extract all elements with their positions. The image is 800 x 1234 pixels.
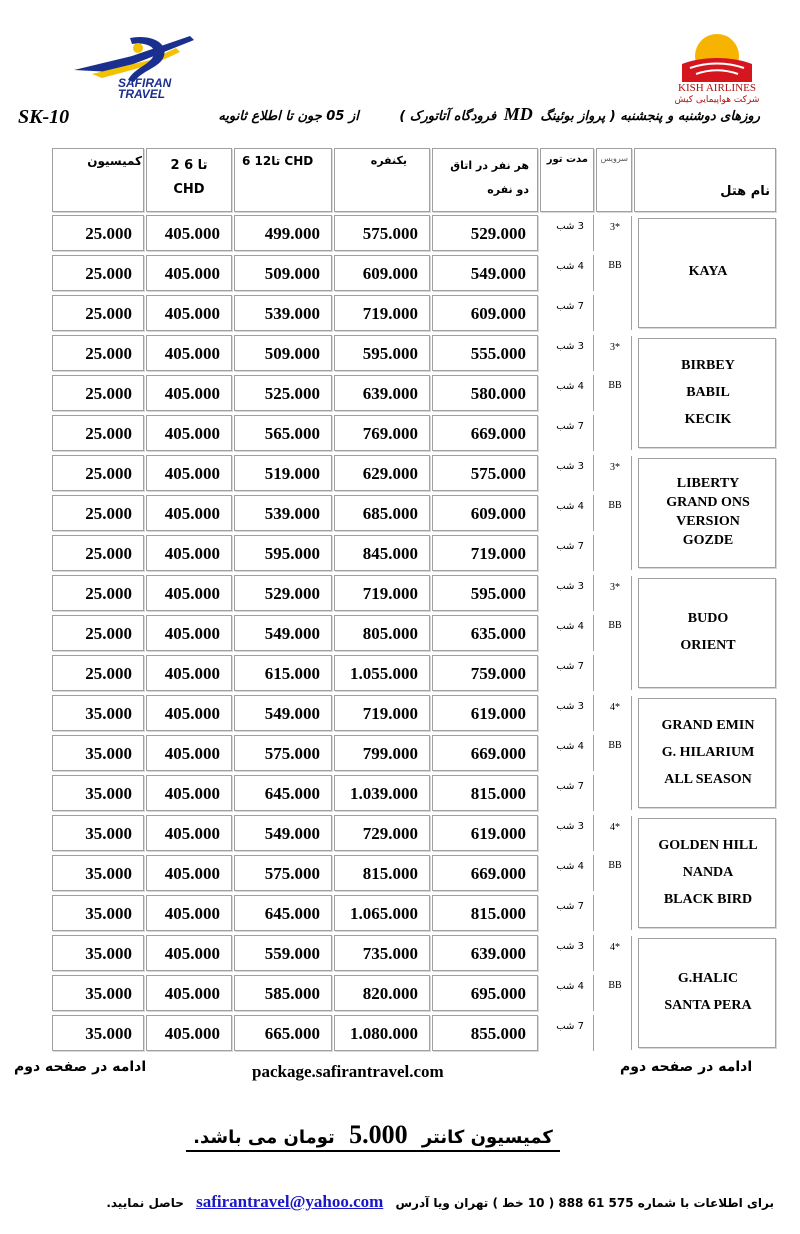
price-double: 529.000 <box>470 224 526 243</box>
tour-nights: 4 شب <box>556 861 584 872</box>
commission-value: 25.000 <box>85 224 132 243</box>
hotel-name: ALL SEASON <box>664 771 752 787</box>
commission-value: 35.000 <box>85 904 132 923</box>
price-chd-2-6: 405.000 <box>164 944 220 963</box>
header-cell <box>634 148 776 212</box>
price-double: 575.000 <box>470 464 526 483</box>
hotel-names <box>638 832 778 913</box>
hotel-name: G.HALIC <box>677 971 739 986</box>
tour-nights: 7 شب <box>556 421 584 432</box>
website-link[interactable]: package.safirantravel.com <box>252 1062 444 1081</box>
price-single: 1.055.000 <box>350 664 418 683</box>
board-type: BB <box>608 500 622 511</box>
price-double: 759.000 <box>470 664 526 683</box>
tour-nights: 7 شب <box>556 301 584 312</box>
price-double: 695.000 <box>470 984 526 1003</box>
tour-nights: 7 شب <box>556 901 584 912</box>
price-single: 820.000 <box>362 984 418 1003</box>
price-table <box>52 148 776 1050</box>
commission-value: 35.000 <box>85 744 132 763</box>
price-chd-2-6: 405.000 <box>164 984 220 1003</box>
price-chd-6-12: 575.000 <box>264 744 320 763</box>
commission-value: 35.000 <box>85 864 132 883</box>
price-single: 845.000 <box>362 544 418 563</box>
price-single: 575.000 <box>362 224 418 243</box>
board-type: BB <box>608 740 622 751</box>
board-type: BB <box>608 260 622 271</box>
col-header-double: هر نفر در اتاق دو نفره <box>450 159 529 196</box>
star-rating: 4* <box>610 702 620 713</box>
price-chd-2-6: 405.000 <box>164 264 220 283</box>
counter-commission-note <box>186 1120 560 1152</box>
price-double: 855.000 <box>470 1024 526 1043</box>
price-double: 815.000 <box>470 904 526 923</box>
price-chd-6-12: 665.000 <box>264 1024 320 1043</box>
commission-value: 25.000 <box>85 384 132 403</box>
hotel-name: SANTA PERA <box>664 998 752 1013</box>
price-double: 669.000 <box>470 744 526 763</box>
title-range: از 05 جون تا اطلاع ثانویه <box>218 109 359 124</box>
price-chd-6-12: 645.000 <box>264 904 320 923</box>
col-header-duration: مدت تور <box>546 154 588 165</box>
col-header-hotel: نام هتل <box>720 184 770 199</box>
tour-nights: 4 شب <box>556 261 584 272</box>
price-double: 669.000 <box>470 424 526 443</box>
price-chd-2-6: 405.000 <box>164 704 220 723</box>
price-single: 769.000 <box>362 424 418 443</box>
commission-value: 25.000 <box>85 344 132 363</box>
commission-value: 25.000 <box>85 264 132 283</box>
hotel-name: NANDA <box>682 864 734 880</box>
service-cell <box>596 936 632 1050</box>
price-chd-2-6: 405.000 <box>164 384 220 403</box>
commission-value: 35.000 <box>85 704 132 723</box>
hotel-names <box>638 474 778 550</box>
price-chd-2-6: 405.000 <box>164 304 220 323</box>
price-chd-6-12: 499.000 <box>264 224 320 243</box>
commission-after: تومان می باشد. <box>193 1127 335 1148</box>
commission-value: 25.000 <box>85 304 132 323</box>
tour-nights: 3 شب <box>556 941 584 952</box>
price-single: 1.080.000 <box>350 1024 418 1043</box>
service-cell <box>596 816 632 930</box>
contact-after: حاصل نمایید. <box>106 1196 184 1210</box>
price-chd-6-12: 519.000 <box>264 464 320 483</box>
price-chd-6-12: 549.000 <box>264 824 320 843</box>
star-rating: 3* <box>610 462 620 473</box>
hotel-names <box>638 352 778 433</box>
continue-note-right: ادامه در صفحه دوم <box>620 1059 753 1075</box>
tour-nights: 3 شب <box>556 821 584 832</box>
safiran-logo-text: SAFIRAN TRAVEL <box>118 76 172 101</box>
hotel-name: GOLDEN HILL <box>658 837 758 853</box>
price-chd-2-6: 405.000 <box>164 784 220 803</box>
price-double: 595.000 <box>470 584 526 603</box>
price-double: 555.000 <box>470 344 526 363</box>
price-double: 619.000 <box>470 704 526 723</box>
tour-nights: 3 شب <box>556 701 584 712</box>
price-chd-6-12: 529.000 <box>264 584 320 603</box>
hotel-names <box>638 261 778 283</box>
col-header-chd-2-6: 2 تا 6 CHD <box>170 158 208 197</box>
price-single: 639.000 <box>362 384 418 403</box>
price-single: 1.039.000 <box>350 784 418 803</box>
commission-value: 25.000 <box>85 424 132 443</box>
hotel-name: GRAND ONS <box>666 495 750 510</box>
commission-value: 5.000 <box>349 1120 408 1149</box>
tour-nights: 4 شب <box>556 981 584 992</box>
continue-note-left: ادامه در صفحه دوم <box>14 1059 147 1075</box>
board-type: BB <box>608 380 622 391</box>
price-double: 580.000 <box>470 384 526 403</box>
tour-nights: 7 شب <box>556 661 584 672</box>
tour-nights: 4 شب <box>556 621 584 632</box>
hotel-name: GRAND EMIN <box>661 717 755 733</box>
tour-nights: 3 شب <box>556 221 584 232</box>
price-double: 635.000 <box>470 624 526 643</box>
tour-nights: 3 شب <box>556 341 584 352</box>
price-single: 609.000 <box>362 264 418 283</box>
price-chd-6-12: 549.000 <box>264 624 320 643</box>
hotel-name: BABIL <box>686 384 730 400</box>
price-single: 719.000 <box>362 304 418 323</box>
price-chd-6-12: 539.000 <box>264 504 320 523</box>
price-single: 735.000 <box>362 944 418 963</box>
title-md: MD <box>503 104 533 124</box>
commission-value: 35.000 <box>85 984 132 1003</box>
price-chd-2-6: 405.000 <box>164 664 220 683</box>
hotel-name: KECIK <box>684 411 732 427</box>
tour-code: SK-10 <box>18 106 70 128</box>
email-link[interactable]: safirantravel@yahoo.com <box>196 1192 384 1211</box>
commission-value: 25.000 <box>85 664 132 683</box>
col-header-chd-6-12: 6 تا12 CHD <box>242 154 314 168</box>
hotel-name: BIRBEY <box>681 357 735 373</box>
price-chd-6-12: 615.000 <box>264 664 320 683</box>
price-single: 1.065.000 <box>350 904 418 923</box>
tour-nights: 4 شب <box>556 741 584 752</box>
price-chd-6-12: 509.000 <box>264 264 320 283</box>
price-chd-6-12: 509.000 <box>264 344 320 363</box>
tour-nights: 4 شب <box>556 381 584 392</box>
price-double: 719.000 <box>470 544 526 563</box>
col-header-service: سرویس <box>600 154 628 163</box>
commission-value: 25.000 <box>85 544 132 563</box>
price-chd-6-12: 575.000 <box>264 864 320 883</box>
price-double: 549.000 <box>470 264 526 283</box>
hotel-name: BLACK BIRD <box>663 891 753 907</box>
price-chd-6-12: 525.000 <box>264 384 320 403</box>
price-chd-6-12: 645.000 <box>264 784 320 803</box>
star-rating: 4* <box>610 822 620 833</box>
hotel-name: ORIENT <box>680 638 736 653</box>
col-header-commission: کمیسیون <box>87 154 142 168</box>
price-double: 639.000 <box>470 944 526 963</box>
commission-value: 35.000 <box>85 784 132 803</box>
col-header-single: یکنفره <box>370 154 407 167</box>
hotel-names <box>638 605 778 659</box>
hotel-names <box>638 965 778 1019</box>
tour-nights: 4 شب <box>556 501 584 512</box>
commission-before: کمیسیون کانتر <box>421 1127 553 1148</box>
commission-value: 25.000 <box>85 584 132 603</box>
service-cell <box>596 456 632 570</box>
tour-nights: 7 شب <box>556 541 584 552</box>
price-single: 805.000 <box>362 624 418 643</box>
price-chd-6-12: 559.000 <box>264 944 320 963</box>
price-single: 629.000 <box>362 464 418 483</box>
tour-title <box>205 104 760 125</box>
kish-airlines-logo <box>662 26 772 108</box>
hotel-name: LIBERTY <box>676 476 740 491</box>
price-single: 799.000 <box>362 744 418 763</box>
price-double: 609.000 <box>470 304 526 323</box>
commission-value: 35.000 <box>85 1024 132 1043</box>
price-chd-2-6: 405.000 <box>164 624 220 643</box>
tour-nights: 7 شب <box>556 1021 584 1032</box>
star-rating: 3* <box>610 582 620 593</box>
service-cell <box>596 576 632 690</box>
title-end: فرودگاه آتاتورک ) <box>399 109 497 124</box>
contact-before: برای اطلاعات با شماره 575 61 888 ( 10 خط ) تهران ویا آدرس <box>395 1196 774 1210</box>
board-type: BB <box>608 860 622 871</box>
tour-nights: 7 شب <box>556 781 584 792</box>
title-start: روزهای دوشنبه و پنجشنبه ( پرواز بوئینگ <box>540 109 760 124</box>
star-rating: 3* <box>610 342 620 353</box>
hotel-name: G. HILARIUM <box>661 744 755 760</box>
price-single: 815.000 <box>362 864 418 883</box>
commission-value: 25.000 <box>85 464 132 483</box>
price-single: 719.000 <box>362 584 418 603</box>
price-chd-2-6: 405.000 <box>164 504 220 523</box>
board-type: BB <box>608 620 622 631</box>
price-double: 815.000 <box>470 784 526 803</box>
commission-value: 35.000 <box>85 944 132 963</box>
price-chd-6-12: 585.000 <box>264 984 320 1003</box>
hotel-name: KAYA <box>688 264 728 279</box>
service-cell <box>596 336 632 450</box>
board-type: BB <box>608 980 622 991</box>
kish-sun-icon <box>662 26 772 82</box>
price-chd-2-6: 405.000 <box>164 424 220 443</box>
commission-value: 35.000 <box>85 824 132 843</box>
price-chd-2-6: 405.000 <box>164 864 220 883</box>
price-chd-2-6: 405.000 <box>164 544 220 563</box>
price-single: 729.000 <box>362 824 418 843</box>
hotel-name: BUDO <box>687 611 729 626</box>
price-chd-6-12: 595.000 <box>264 544 320 563</box>
price-chd-6-12: 549.000 <box>264 704 320 723</box>
price-chd-2-6: 405.000 <box>164 744 220 763</box>
price-single: 685.000 <box>362 504 418 523</box>
kish-logo-text: KISH AIRLINES <box>678 82 756 94</box>
star-rating: 4* <box>610 942 620 953</box>
price-chd-6-12: 539.000 <box>264 304 320 323</box>
tour-nights: 3 شب <box>556 461 584 472</box>
price-chd-2-6: 405.000 <box>164 904 220 923</box>
hotel-name: VERSION <box>676 514 740 529</box>
hotel-names <box>638 712 778 793</box>
commission-value: 25.000 <box>85 504 132 523</box>
price-chd-2-6: 405.000 <box>164 344 220 363</box>
service-cell <box>596 216 632 330</box>
contact-line <box>60 1192 774 1212</box>
price-chd-6-12: 565.000 <box>264 424 320 443</box>
hotel-name: GOZDE <box>682 533 734 548</box>
price-double: 669.000 <box>470 864 526 883</box>
price-chd-2-6: 405.000 <box>164 464 220 483</box>
price-chd-2-6: 405.000 <box>164 824 220 843</box>
service-cell <box>596 696 632 810</box>
price-chd-2-6: 405.000 <box>164 224 220 243</box>
price-double: 609.000 <box>470 504 526 523</box>
kish-logo-subtext: شرکت هواپیمایی کیش <box>674 95 760 105</box>
tour-nights: 3 شب <box>556 581 584 592</box>
price-single: 719.000 <box>362 704 418 723</box>
price-single: 595.000 <box>362 344 418 363</box>
star-rating: 3* <box>610 222 620 233</box>
price-chd-2-6: 405.000 <box>164 584 220 603</box>
price-chd-2-6: 405.000 <box>164 1024 220 1043</box>
price-double: 619.000 <box>470 824 526 843</box>
safiran-logo <box>72 30 202 108</box>
commission-value: 25.000 <box>85 624 132 643</box>
